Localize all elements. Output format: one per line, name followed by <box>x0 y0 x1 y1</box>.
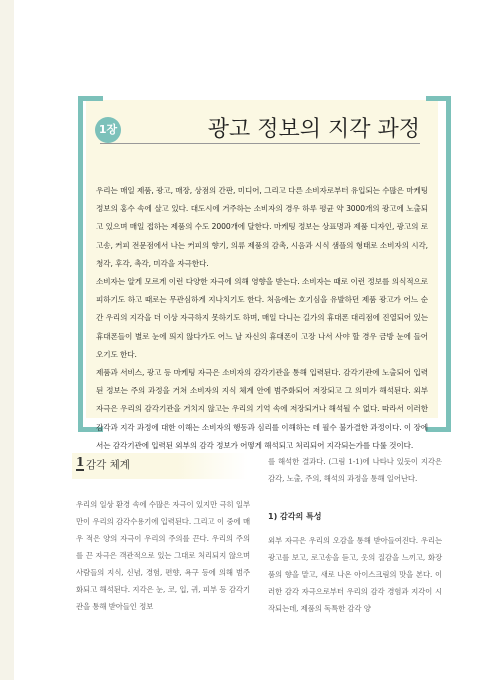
intro-paragraph: 우리는 매일 제품, 광고, 매장, 상점의 간판, 미디어, 그리고 다른 소비자로부터 유입되는 수많은 마케팅 정보의 홍수 속에 살고 있다. 대도시에 거주하는 소비자의 경우 하루 평균 약 3000개의 광고에 노출되고 있으며 매일 접하는 제품의 수도 2000개에 달한다. 마케팅 정보는 상표명과 제품 디자인, 광고의 로고송, 커피 전문점에서 나는 커피의 향기, 의류 제품의 감촉, 시음과 시식 샘플의 형태로 소비자의 시각, 청각, 후각, 촉각, 미각을 자극한다. <box>96 186 428 268</box>
right-bracket-frame <box>426 96 451 432</box>
chapter-intro-text <box>96 182 428 455</box>
body-paragraph: 외부 자극은 우리의 오감을 통해 받아들여진다. 우리는 광고를 보고, 로고송을 듣고, 옷의 질감을 느끼고, 화장품의 향을 맡고, 새로 나온 아이스크림의 맛을 본다. 이러한 감각 자극으로부터 우리의 감각 경험과 지각이 시작되는데, 제품의 독특한 감각 양 <box>268 536 442 613</box>
subsection-heading: 1) 감각의 특성 <box>268 512 322 521</box>
body-paragraph: 우리의 일상 환경 속에 수많은 자극이 있지만 극히 일부만이 우리의 감각수용기에 입력된다. 그리고 이 중에 매우 적은 양의 자극이 우리의 주의를 끈다. 우리의 주의를 끈 자극은 객관적으로 있는 그대로 처리되지 않으며 사람들의 지식, 신념, 경험, 편향, 욕구 등에 의해 범주화되고 해석된다. 지각은 눈, 코, 입, 귀, 피부 등 감각기관을 통해 받아들인 정보 <box>76 500 250 611</box>
body-right-column-top <box>268 453 442 487</box>
chapter-title: 광고 정보의 지각 과정 <box>207 117 420 142</box>
title-divider <box>100 143 420 144</box>
chapter-badge: 1장 <box>95 117 121 143</box>
body-right-column <box>268 532 442 617</box>
body-left-column <box>76 496 250 615</box>
intro-paragraph: 제품과 서비스, 광고 등 마케팅 자극은 소비자의 감각기관을 통해 입력된다. 감각기관에 노출되어 입력된 정보는 주의 과정을 거쳐 소비자의 지식 체계 안에 범주화되어 저장되고 그 의미가 해석된다. 외부 자극은 우리의 감각기관을 거치지 않고는 우리의 기억 속에 저장되거나 해석될 수 없다. 따라서 이러한 감각과 지각 과정에 대한 이해는 소비자의 행동과 심리를 이해하는 데 필수 불가결한 과정이다. 이 장에서는 감각기관에 입력된 외부의 감각 정보가 어떻게 해석되고 처리되어 지각되는가를 다룰 것이다. <box>96 368 428 450</box>
intro-paragraph: 소비자는 알게 모르게 이런 다양한 자극에 의해 영향을 받는다. 소비자는 때로 이런 정보를 의식적으로 피하기도 하고 때로는 무관심하게 지나치기도 한다. 처음에는 호기심을 유발하던 제품 광고가 어느 순간 우리의 지각을 더 이상 자극하지 못하기도 하며, 매일 다니는 길가의 휴대폰 대리점에 진열되어 있는 휴대폰들이 별로 눈에 띄지 않다가도 어느 날 자신의 휴대폰이 고장 나서 사야 할 경우 금방 눈에 들어오기도 한다. <box>96 277 428 359</box>
section-title: 감각 체계 <box>86 459 130 471</box>
section-number: 1 <box>76 455 85 469</box>
page-margin-strip <box>0 0 14 680</box>
body-paragraph: 를 해석한 결과다. (그림 1-1)에 나타나 있듯이 지각은 감각, 노출, 주의, 해석의 과정을 통해 일어난다. <box>268 457 442 483</box>
